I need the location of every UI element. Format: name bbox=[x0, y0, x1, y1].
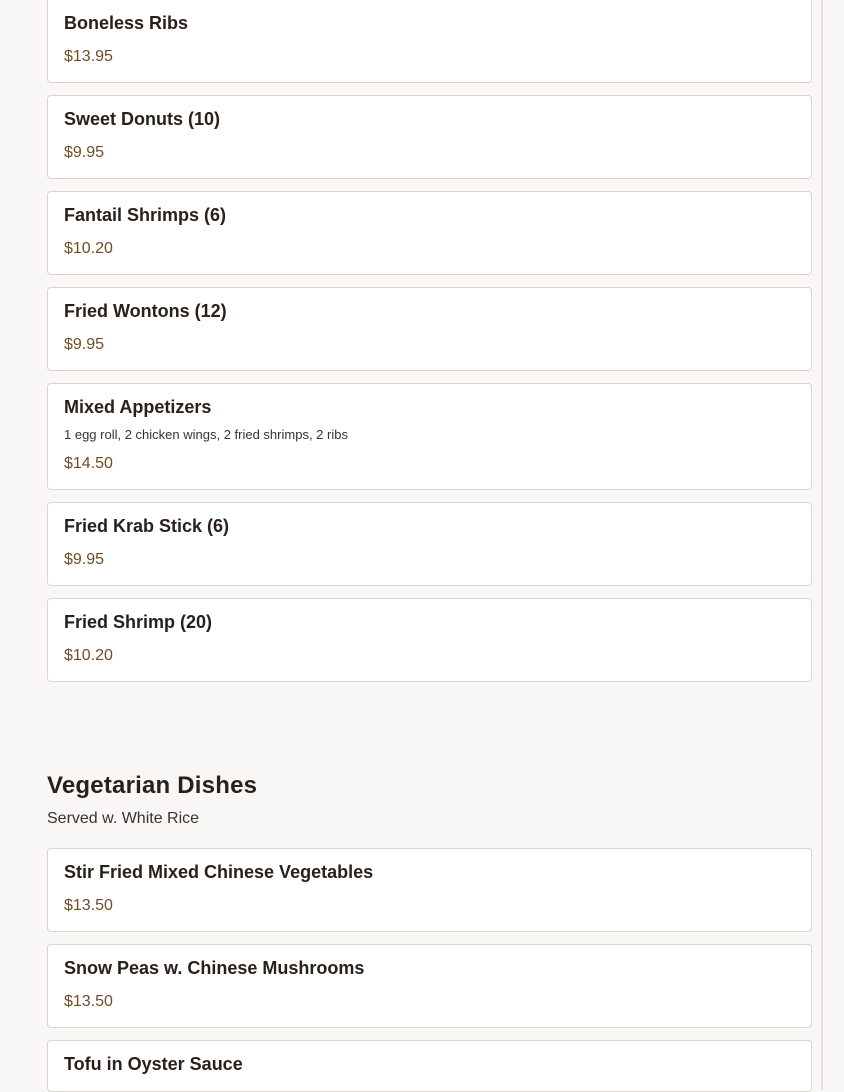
menu-item-card-fried-krab-stick[interactable] bbox=[47, 502, 812, 586]
menu-item-name: Fantail Shrimps (6) bbox=[64, 205, 227, 225]
menu-item-card-mixed-appetizers[interactable] bbox=[47, 383, 812, 490]
menu-item-description: 1 egg roll, 2 chicken wings, 2 fried shrimps, 2 ribs bbox=[64, 427, 348, 442]
menu-item-price: $13.95 bbox=[64, 48, 113, 65]
menu-item-name: Sweet Donuts (10) bbox=[64, 109, 221, 129]
menu-item-price: $9.95 bbox=[64, 551, 105, 568]
menu-item-name: Mixed Appetizers bbox=[64, 397, 212, 417]
menu-item-card-boneless-ribs[interactable] bbox=[47, 0, 812, 83]
menu-item-price: $14.50 bbox=[64, 455, 113, 472]
vegetarian-item-list bbox=[47, 848, 812, 1092]
section-title-vegetarian: Vegetarian Dishes bbox=[47, 772, 258, 799]
menu-item-price: $9.95 bbox=[64, 144, 105, 161]
menu-item-card-fried-shrimp[interactable] bbox=[47, 598, 812, 682]
menu-item-price: $9.95 bbox=[64, 336, 105, 353]
menu-item-price: $13.50 bbox=[64, 897, 113, 914]
menu-item-name: Fried Krab Stick (6) bbox=[64, 516, 230, 536]
menu-item-card-sweet-donuts[interactable] bbox=[47, 95, 812, 179]
menu-item-card-tofu-oyster-sauce[interactable] bbox=[47, 1040, 812, 1092]
menu-item-card-fried-wontons[interactable] bbox=[47, 287, 812, 371]
menu-item-price: $10.20 bbox=[64, 647, 113, 664]
menu-item-name: Fried Wontons (12) bbox=[64, 301, 227, 321]
menu-item-name: Stir Fried Mixed Chinese Vegetables bbox=[64, 862, 374, 882]
menu-item-name: Snow Peas w. Chinese Mushrooms bbox=[64, 958, 365, 978]
section-subtitle-vegetarian: Served w. White Rice bbox=[47, 810, 200, 827]
menu-item-price: $13.50 bbox=[64, 993, 113, 1010]
menu-item-card-stir-fried-vegetables[interactable] bbox=[47, 848, 812, 932]
menu-item-name: Tofu in Oyster Sauce bbox=[64, 1054, 243, 1074]
menu-item-name: Boneless Ribs bbox=[64, 13, 189, 33]
appetizer-item-list bbox=[47, 0, 812, 682]
menu-item-card-fantail-shrimps[interactable] bbox=[47, 191, 812, 275]
menu-item-price: $10.20 bbox=[64, 240, 113, 257]
menu-item-card-snow-peas[interactable] bbox=[47, 944, 812, 1028]
menu-item-name: Fried Shrimp (20) bbox=[64, 612, 213, 632]
